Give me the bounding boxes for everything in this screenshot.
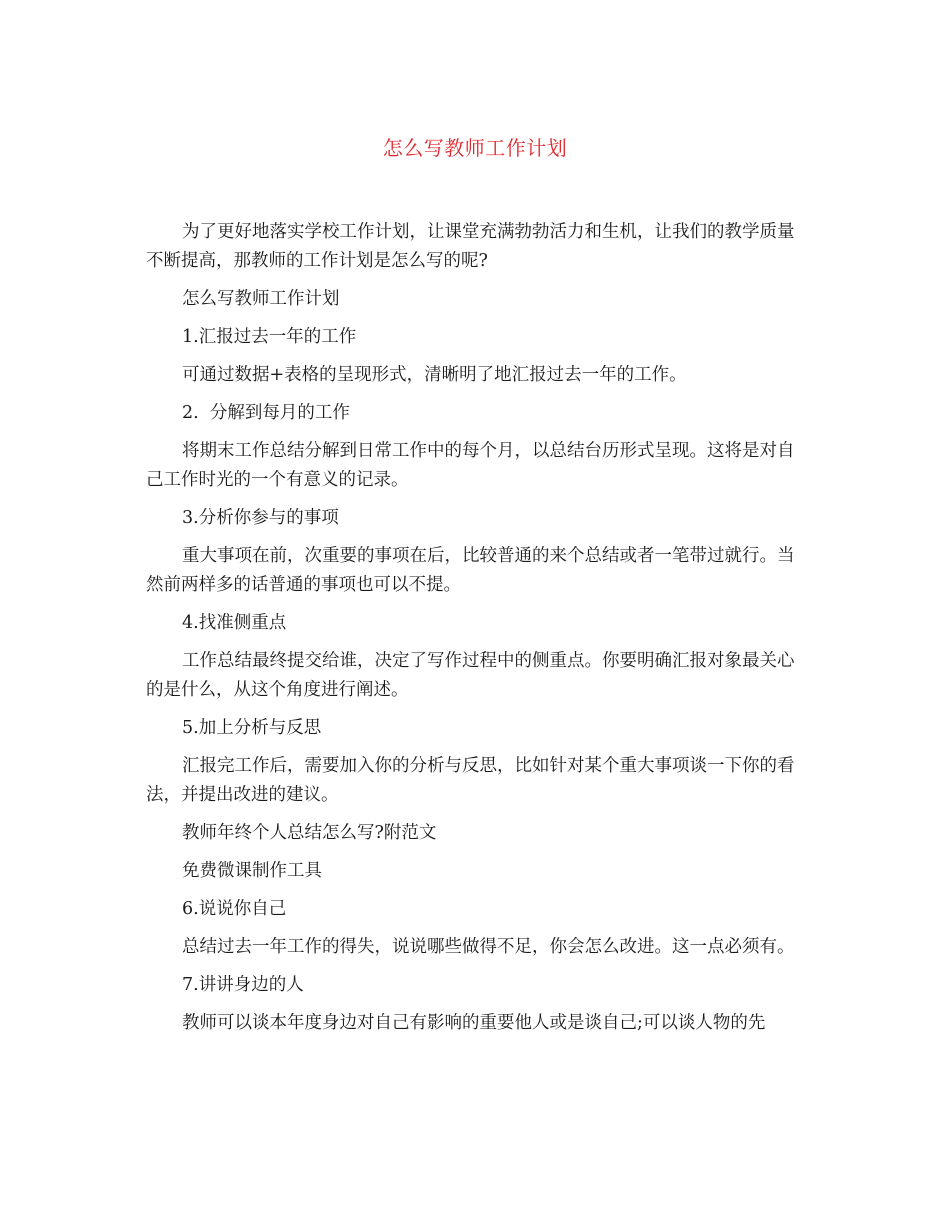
heading-5: 5.加上分析与反思 bbox=[182, 718, 322, 738]
document-body bbox=[146, 218, 808, 1047]
paragraph-4: 工作总结最终提交给谁，决定了写作过程中的侧重点。你要明确汇报对象最关心的是什么，从这个角度进行阐述。 bbox=[146, 651, 795, 700]
heading-2: 2. 分解到每月的工作 bbox=[182, 403, 350, 423]
paragraph-6: 总结过去一年工作的得失，说说哪些做得不足，你会怎么改进。这一点必须有。 bbox=[182, 937, 795, 957]
document-title: 怎么写教师工作计划 bbox=[382, 136, 568, 160]
paragraph-3: 重大事项在前，次重要的事项在后，比较普通的来个总结或者一笔带过就行。当然前两样多的话普通的事项也可以不提。 bbox=[146, 546, 795, 595]
heading-1: 1.汇报过去一年的工作 bbox=[182, 327, 357, 347]
paragraph-tool-link: 免费微课制作工具 bbox=[182, 861, 322, 881]
paragraph-1: 可通过数据+表格的呈现形式，清晰明了地汇报过去一年的工作。 bbox=[182, 365, 687, 385]
heading-6: 6.说说你自己 bbox=[182, 899, 287, 919]
paragraph-2: 将期末工作总结分解到日常工作中的每个月，以总结台历形式呈现。这将是对自己工作时光的一个有意义的记录。 bbox=[146, 441, 795, 490]
paragraph-subtitle: 怎么写教师工作计划 bbox=[182, 289, 340, 309]
heading-7: 7.讲讲身边的人 bbox=[182, 975, 304, 995]
paragraph-5: 汇报完工作后，需要加入你的分析与反思，比如针对某个重大事项谈一下你的看法，并提出改进的建议。 bbox=[146, 756, 795, 805]
heading-4: 4.找准侧重点 bbox=[182, 613, 287, 633]
paragraph-intro: 为了更好地落实学校工作计划，让课堂充满勃勃活力和生机，让我们的教学质量不断提高，那教师的工作计划是怎么写的呢? bbox=[146, 222, 795, 271]
heading-3: 3.分析你参与的事项 bbox=[182, 508, 339, 528]
paragraph-sample-link: 教师年终个人总结怎么写?附范文 bbox=[182, 823, 437, 843]
paragraph-7: 教师可以谈本年度身边对自己有影响的重要他人或是谈自己;可以谈人物的先 bbox=[182, 1013, 766, 1033]
